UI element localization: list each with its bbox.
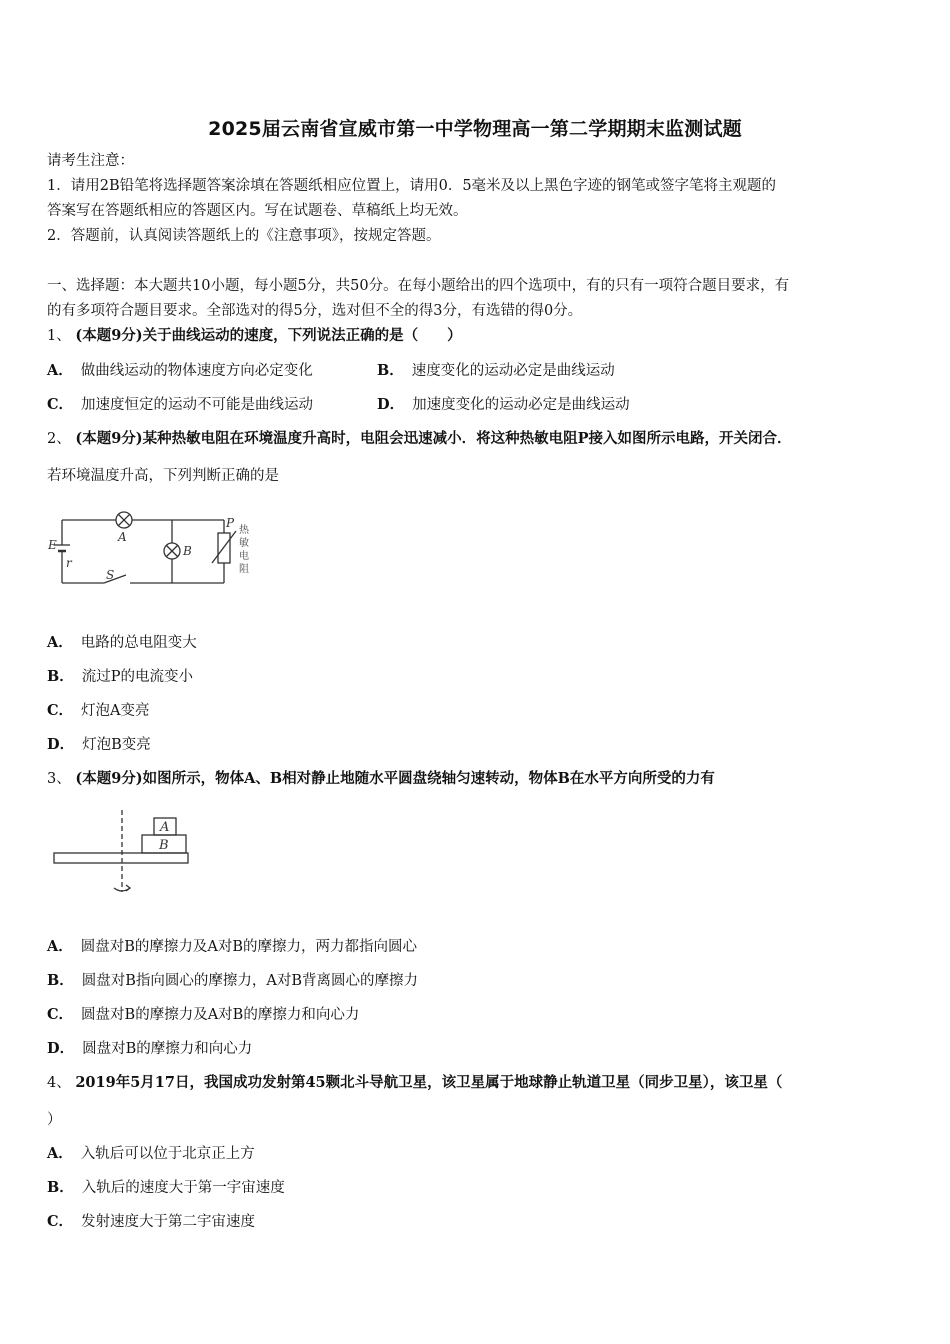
question-number: 4、 [47,1075,71,1091]
q4-option-b-row[interactable] [47,1178,285,1198]
option-label: C． [47,1213,74,1230]
option-label: D． [47,736,75,753]
notice-item-1a: 1．请用2B铅笔将选择题答案涂填在答题纸相应位置上，请用0．5毫米及以上黑色字迹的钢笔或签字笔将主观题的 [47,178,777,194]
notice-item-1b: 答案写在答题纸相应的答题区内。写在试题卷、草稿纸上均无效。 [47,203,468,219]
q3-option-d-row[interactable] [47,1039,252,1059]
label-thermistor-3: 电 [239,551,249,562]
q2-option-d: 灯泡B变亮 [82,737,151,753]
q3-option-c: 圆盘对B的摩擦力及A对B的摩擦力和向心力 [81,1007,360,1023]
label-thermistor-1: 热 [239,525,249,536]
circuit-diagram [44,505,274,605]
question-text: 2019年5月17日，我国成功发射第45颗北斗导航卫星，该卫星属于地球静止轨道卫星（同步卫星），该卫星（ [75,1074,783,1091]
question-text: (本题9分)某种热敏电阻在环境温度升高时，电阻会迅速减小．将这种热敏电阻P接入如图所示电路，开关闭合． [75,430,792,447]
option-label: C． [47,1006,74,1023]
option-label: A． [47,938,73,955]
option-label: B． [47,1179,74,1196]
q4-option-a-row[interactable] [47,1144,255,1164]
question-3 [47,769,715,789]
q2-option-a: 电路的总电阻变大 [80,635,197,651]
notice-heading: 请考生注意： [47,153,134,169]
option-label: A． [47,1145,73,1162]
q4-option-a: 入轨后可以位于北京正上方 [80,1146,255,1162]
q1-options-row-1 [47,361,897,381]
q3-option-c-row[interactable] [47,1005,359,1025]
option-label: D． [47,1040,75,1057]
option-label: B． [377,362,404,379]
q2-option-c-row[interactable] [47,701,150,721]
block-a-label: A [160,820,170,835]
q3-option-b: 圆盘对B指向圆心的摩擦力，A对B背离圆心的摩擦力 [81,973,419,989]
question-number: 1、 [47,328,71,344]
label-r: r [66,556,72,570]
question-number: 3、 [47,771,71,787]
disk-diagram [50,808,200,900]
q2-option-b: 流过P的电流变小 [81,669,194,685]
question-text: (本题9分)如图所示，物体A、B相对静止地随水平圆盘绕轴匀速转动，物体B在水平方向所受的力有 [75,770,715,787]
notice-item-2: 2．答题前，认真阅读答题纸上的《注意事项》，按规定答题。 [47,228,441,244]
q1-options-row-2 [47,395,897,415]
q2-option-a-row[interactable] [47,633,197,653]
q2-option-b-row[interactable] [47,667,193,687]
q1-option-a[interactable]: 做曲线运动的物体速度方向必定变化 [80,363,313,379]
question-4-cont: ） [47,1112,62,1128]
option-label: D． [377,396,405,413]
label-S: S [106,568,115,582]
question-text: (本题9分)关于曲线运动的速度，下列说法正确的是（ ） [75,327,462,344]
question-2 [47,429,792,449]
label-thermistor-2: 敏 [239,538,249,549]
q1-option-b[interactable]: 速度变化的运动必定是曲线运动 [411,363,615,379]
q3-option-d: 圆盘对B的摩擦力和向心力 [82,1041,253,1057]
q2-option-d-row[interactable] [47,735,151,755]
q4-option-c: 发射速度大于第二宇宙速度 [81,1214,256,1230]
option-label: A． [47,634,73,651]
label-thermistor-4: 阻 [239,564,249,575]
block-b-label: B [159,838,169,853]
section-intro-1: 一、选择题：本大题共10小题，每小题5分，共50分。在每小题给出的四个选项中，有的只有一项符合题目要求，有 [47,278,790,294]
q4-option-b: 入轨后的速度大于第一宇宙速度 [81,1180,285,1196]
q3-option-a: 圆盘对B的摩擦力及A对B的摩擦力，两力都指向圆心 [80,939,418,955]
section-intro-2: 的有多项符合题目要求。全部选对的得5分，选对但不全的得3分，有选错的得0分。 [47,303,583,319]
label-B: B [183,544,192,558]
page-title: 2025届云南省宣威市第一中学物理高一第二学期期末监测试题 [208,118,742,140]
question-1 [47,326,462,346]
q3-option-a-row[interactable] [47,937,417,957]
question-number: 2、 [47,431,71,447]
label-E: E [48,538,57,552]
q2-option-c: 灯泡A变亮 [81,703,150,719]
option-label: B． [47,972,74,989]
q1-option-d[interactable]: 加速度变化的运动必定是曲线运动 [412,397,630,413]
option-label: B． [47,668,74,685]
q4-option-c-row[interactable] [47,1212,255,1232]
q1-option-c[interactable]: 加速度恒定的运动不可能是曲线运动 [81,397,314,413]
question-2-cont: 若环境温度升高，下列判断正确的是 [47,468,279,484]
option-label: C． [47,396,74,413]
question-4 [47,1073,782,1093]
option-label: C． [47,702,74,719]
label-P: P [226,516,235,530]
option-label: A． [47,362,73,379]
label-A: A [118,530,127,544]
q3-option-b-row[interactable] [47,971,418,991]
